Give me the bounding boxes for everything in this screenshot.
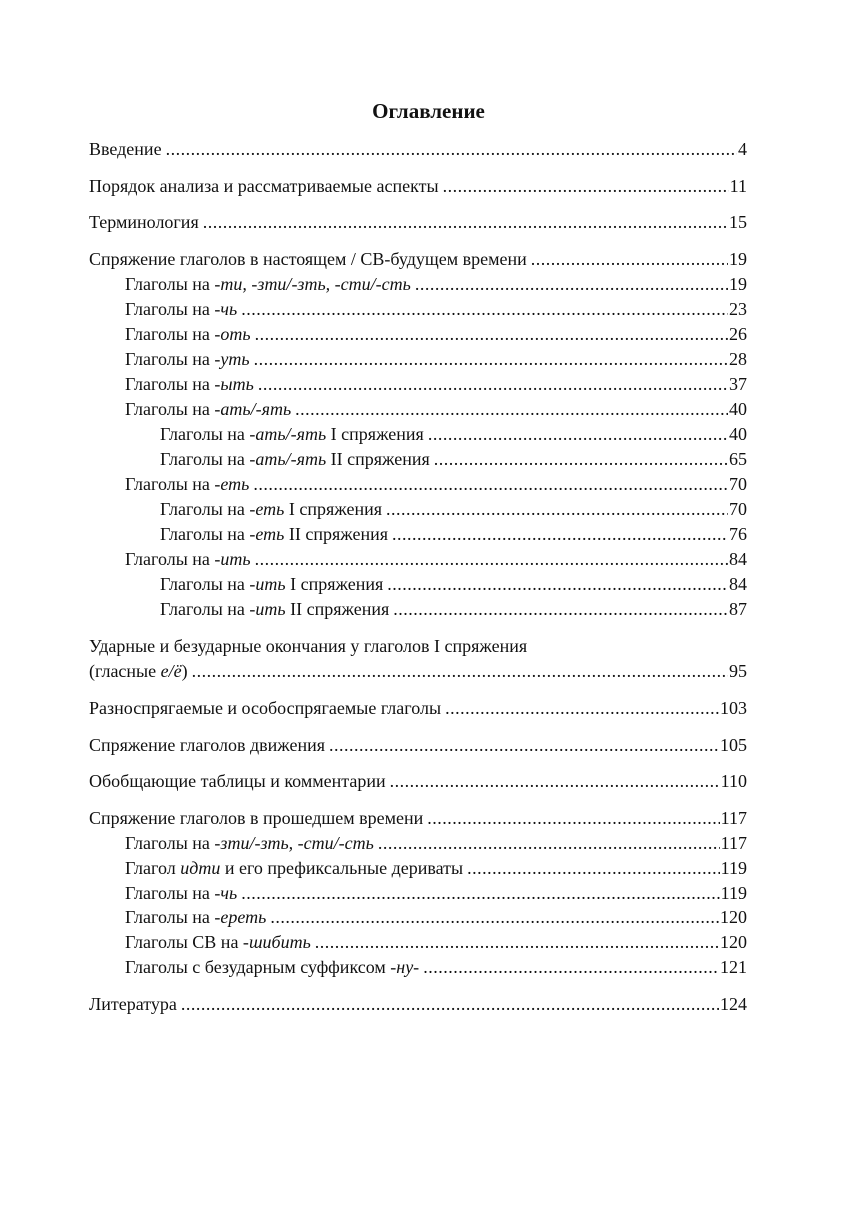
page-number: 37 xyxy=(729,374,747,394)
leader-dots xyxy=(241,297,728,321)
page-number: 121 xyxy=(720,957,747,977)
leader-dots xyxy=(386,497,728,521)
leader-dots xyxy=(428,422,728,446)
toc-entry-literature[interactable]: Литература ..... 124 xyxy=(89,992,747,1016)
page-number: 40 xyxy=(729,399,747,419)
page-title: Оглавление xyxy=(372,99,485,123)
leader-dots xyxy=(166,137,737,161)
toc-entry-analysis-order[interactable]: Порядок анализа и рассматриваемые аспекты ..... 11 xyxy=(89,174,747,198)
leader-dots xyxy=(378,831,720,855)
toc-subentry[interactable]: Глаголы на -ыть ..... 37 xyxy=(89,372,747,396)
page-number: 120 xyxy=(720,907,747,927)
leader-dots xyxy=(203,210,728,234)
leader-dots xyxy=(387,572,728,596)
leader-dots xyxy=(241,881,719,905)
toc-subsubentry[interactable]: Глаголы на -еть I спряжения ..... 70 xyxy=(89,497,747,521)
page-number: 119 xyxy=(720,883,747,903)
page-number: 84 xyxy=(729,549,747,569)
leader-dots xyxy=(258,372,728,396)
page-number: 87 xyxy=(729,599,747,619)
page-number: 103 xyxy=(720,698,747,718)
toc-subentry[interactable]: Глаголы на -уть ..... 28 xyxy=(89,347,747,371)
toc-subentry[interactable]: Глаголы на -ать/-ять ..... 40 xyxy=(89,397,747,421)
leader-dots xyxy=(423,955,719,979)
toc-subsubentry[interactable]: Глаголы на -еть II спряжения ..... 76 xyxy=(89,522,747,546)
leader-dots xyxy=(255,322,728,346)
page-number: 119 xyxy=(720,858,747,878)
leader-dots xyxy=(329,733,719,757)
toc-subentry[interactable]: Глаголы на -ереть ..... 120 xyxy=(89,905,747,929)
leader-dots xyxy=(254,347,728,371)
page-number: 117 xyxy=(720,808,747,828)
toc-entry-irregular-verbs[interactable]: Разноспрягаемые и особоспрягаемые глаголы ..... 103 xyxy=(89,696,747,720)
toc-entry-stressed-endings-line1[interactable]: Ударные и безударные окончания у глаголов I спряжения xyxy=(89,636,528,656)
leader-dots xyxy=(295,397,728,421)
toc-subentry[interactable]: Глаголы на -чь ..... 23 xyxy=(89,297,747,321)
leader-dots xyxy=(393,597,728,621)
page-number: 70 xyxy=(729,474,747,494)
table-of-contents xyxy=(89,0,747,1211)
leader-dots xyxy=(255,547,728,571)
page-number: 19 xyxy=(729,274,747,294)
leader-dots xyxy=(270,905,719,929)
leader-dots xyxy=(390,769,720,793)
page-number: 4 xyxy=(738,139,747,159)
leader-dots xyxy=(253,472,728,496)
leader-dots xyxy=(192,659,728,683)
page-number: 65 xyxy=(729,449,747,469)
page-number: 95 xyxy=(729,661,747,681)
toc-entry-introduction[interactable]: Введение ..... 4 xyxy=(89,137,747,161)
toc-subsubentry[interactable]: Глаголы на -ить I спряжения ..... 84 xyxy=(89,572,747,596)
leader-dots xyxy=(315,930,719,954)
leader-dots xyxy=(181,992,719,1016)
leader-dots xyxy=(415,272,728,296)
page-number: 15 xyxy=(729,212,747,232)
page-number: 28 xyxy=(729,349,747,369)
page-number: 23 xyxy=(729,299,747,319)
toc-subentry[interactable]: Глаголы с безударным суффиксом -ну- ..... 121 xyxy=(89,955,747,979)
page-number: 117 xyxy=(720,833,747,853)
toc-subentry[interactable]: Глаголы на -еть ..... 70 xyxy=(89,472,747,496)
toc-entry-present-conjugation[interactable]: Спряжение глаголов в настоящем / СВ-будущем времени ..... 19 xyxy=(89,247,747,271)
toc-entry-summary-tables[interactable]: Обобщающие таблицы и комментарии ..... 110 xyxy=(89,769,747,793)
leader-dots xyxy=(467,856,720,880)
toc-subsubentry[interactable]: Глаголы на -ать/-ять II спряжения ..... 65 xyxy=(89,447,747,471)
page-number: 84 xyxy=(729,574,747,594)
leader-dots xyxy=(392,522,728,546)
page-number: 105 xyxy=(720,735,747,755)
toc-entry-past-conjugation[interactable]: Спряжение глаголов в прошедшем времени ..... 117 xyxy=(89,806,747,830)
toc-subentry[interactable]: Глаголы СВ на -шибить ..... 120 xyxy=(89,930,747,954)
leader-dots xyxy=(531,247,728,271)
toc-subentry[interactable]: Глаголы на -оть ..... 26 xyxy=(89,322,747,346)
toc-subentry[interactable]: Глаголы на -ти, -зти/-зть, -сти/-сть ..... 19 xyxy=(89,272,747,296)
page-number: 26 xyxy=(729,324,747,344)
leader-dots xyxy=(427,806,719,830)
toc-entry-terminology[interactable]: Терминология ..... 15 xyxy=(89,210,747,234)
page-number: 11 xyxy=(729,176,747,196)
page-number: 76 xyxy=(729,524,747,544)
toc-subsubentry[interactable]: Глаголы на -ить II спряжения ..... 87 xyxy=(89,597,747,621)
toc-entry-motion-verbs[interactable]: Спряжение глаголов движения ..... 105 xyxy=(89,733,747,757)
toc-subentry[interactable]: Глаголы на -чь ..... 119 xyxy=(89,881,747,905)
toc-subsubentry[interactable]: Глаголы на -ать/-ять I спряжения ..... 40 xyxy=(89,422,747,446)
toc-subentry[interactable]: Глагол идти и его префиксальные дериваты ..... 119 xyxy=(89,856,747,880)
page-number: 19 xyxy=(729,249,747,269)
page-number: 120 xyxy=(720,932,747,952)
page-number: 70 xyxy=(729,499,747,519)
toc-subentry[interactable]: Глаголы на -ить ..... 84 xyxy=(89,547,747,571)
leader-dots xyxy=(443,174,729,198)
toc-entry-stressed-endings[interactable]: (гласные е/ё) ..... 95 xyxy=(89,659,747,683)
leader-dots xyxy=(434,447,728,471)
page-number: 110 xyxy=(720,771,747,791)
leader-dots xyxy=(445,696,719,720)
toc-subentry[interactable]: Глаголы на -зти/-зть, -сти/-сть ..... 117 xyxy=(89,831,747,855)
page-number: 124 xyxy=(720,994,747,1014)
page-number: 40 xyxy=(729,424,747,444)
